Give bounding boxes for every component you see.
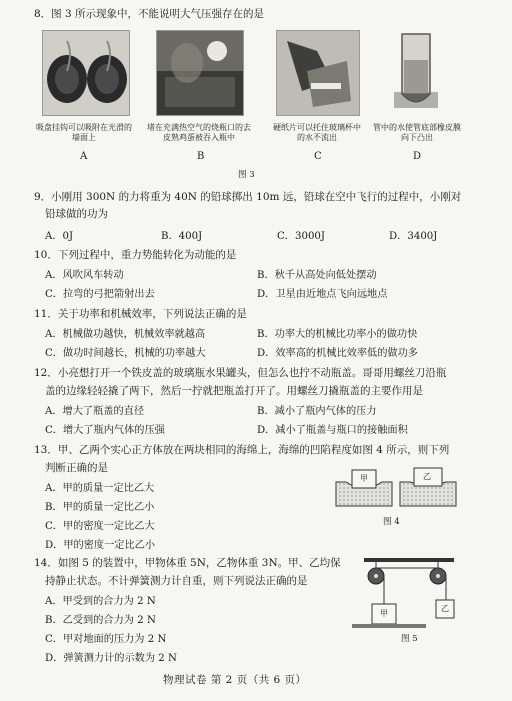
fig4-block-yi: 乙 (423, 472, 431, 481)
q14-option-b: B．乙受到的合力为 2 N (45, 615, 156, 626)
q14-option-c: C．甲对地面的压力为 2 N (45, 634, 167, 645)
q14-option-a: A．甲受到的合力为 2 N (45, 596, 156, 607)
q13-stem-line1: 13．甲、乙两个实心正方体放在两块相同的海绵上，海绵的凹陷程度如图 4 所示，则下列 (34, 444, 450, 456)
q8-stem: 8．图 3 所示现象中，不能说明大气压强存在的是 (34, 8, 265, 20)
q10-option-b: B．秋千从高处向低处摆动 (257, 270, 377, 281)
q10-option-c: C．拉弯的弓把箭射出去 (45, 289, 155, 300)
q9-option-d: D．3400J (389, 231, 438, 242)
fig3-photo-b (156, 30, 244, 116)
q12-option-c: C．增大了瓶内气体的压强 (45, 425, 165, 436)
fig3-label: 图 3 (238, 170, 255, 180)
fig3-caption-a: 吸盘挂钩可以吸附在光滑的墙面上 (36, 123, 132, 142)
fig5-block-yi: 乙 (441, 604, 449, 613)
fig3-caption-c: 硬纸片可以托住玻璃杯中的水不流出 (273, 123, 361, 142)
q13-option-b: B．甲的质量一定比乙小 (45, 502, 155, 513)
q10-option-a: A．风吹风车转动 (45, 270, 124, 281)
q13-option-c: C．甲的密度一定比乙大 (45, 521, 155, 532)
q9-option-c: C．3000J (277, 231, 325, 242)
q9-option-a: A．0J (45, 231, 74, 242)
fig3-photo-c (276, 30, 360, 116)
fig4-diagram (334, 466, 460, 510)
paper-cup-water-image (277, 31, 359, 115)
q12-option-b: B．减小了瓶内气体的压力 (257, 406, 377, 417)
q11-option-d: D．效率高的机械比效率低的做功多 (257, 348, 418, 359)
q12-option-a: A．增大了瓶盖的直径 (45, 406, 145, 417)
fig3-caption-d: 管中的水使管底部橡皮膜向下凸出 (373, 123, 461, 142)
q9-option-b: B．400J (161, 231, 203, 242)
fig5-block-jia: 甲 (380, 609, 388, 618)
q10-stem: 10．下列过程中，重力势能转化为动能的是 (34, 249, 237, 261)
q9-stem-line2: 铅球做的功为 (45, 208, 108, 220)
fig3-letter-c: C (314, 151, 322, 162)
fig4-block-jia: 甲 (360, 474, 368, 483)
fig3-letter-d: D (413, 151, 422, 162)
fig5-diagram (350, 556, 462, 636)
fig5-pulley-svg (350, 556, 462, 636)
suction-cup-hooks-image (43, 31, 129, 115)
fig3-letter-b: B (197, 151, 205, 162)
q13-option-d: D．甲的密度一定比乙小 (45, 540, 156, 551)
fig5-label: 图 5 (401, 634, 418, 644)
flask-egg-image (157, 31, 243, 115)
q12-option-d: D．减小了瓶盖与瓶口的接触面积 (257, 425, 408, 436)
fig3-photo-a (42, 30, 130, 116)
q11-option-b: B．功率大的机械比功率小的做功快 (257, 329, 418, 340)
q13-option-a: A．甲的质量一定比乙大 (45, 483, 155, 494)
fig4-sponges-svg (334, 466, 460, 510)
page-footer: 物理试卷 第 2 页（共 6 页） (163, 674, 307, 686)
fig3-photo-d (384, 30, 448, 114)
q12-stem-line2: 盖的边缘轻轻撬了两下，然后一拧就把瓶盖打开了。用螺丝刀撬瓶盖的主要作用是 (45, 385, 423, 397)
q10-option-d: D．卫星由近地点飞向远地点 (257, 289, 388, 300)
q12-stem-line1: 12．小亮想打开一个铁皮盖的玻璃瓶水果罐头，但怎么也拧不动瓶盖。哥哥用螺丝刀沿瓶 (34, 367, 447, 379)
q9-stem-line1: 9．小刚用 300N 的力将重为 40N 的铅球掷出 10m 远，铅球在空中飞行的过程中，小刚对 (34, 191, 462, 203)
q14-stem-line1: 14．如图 5 的装置中，甲物体重 5N，乙物体重 3N。甲、乙均保 (34, 557, 341, 569)
fig3-letter-a: A (80, 151, 88, 162)
fig4-label: 图 4 (383, 517, 400, 527)
fig3-caption-b: 堵在充满热空气的烧瓶口的去皮熟鸡蛋被吞入瓶中 (147, 123, 251, 142)
tube-membrane-image (384, 30, 448, 114)
q14-stem-line2: 持静止状态。不计弹簧测力计自重，则下列说法正确的是 (45, 575, 308, 587)
q11-option-c: C．做功时间越长，机械的功率越大 (45, 348, 206, 359)
q13-stem-line2: 判断正确的是 (45, 462, 108, 474)
q11-option-a: A．机械做功越快，机械效率就越高 (45, 329, 206, 340)
q11-stem: 11．关于功率和机械效率，下列说法正确的是 (34, 308, 247, 320)
q14-option-d: D．弹簧测力计的示数为 2 N (45, 653, 177, 664)
